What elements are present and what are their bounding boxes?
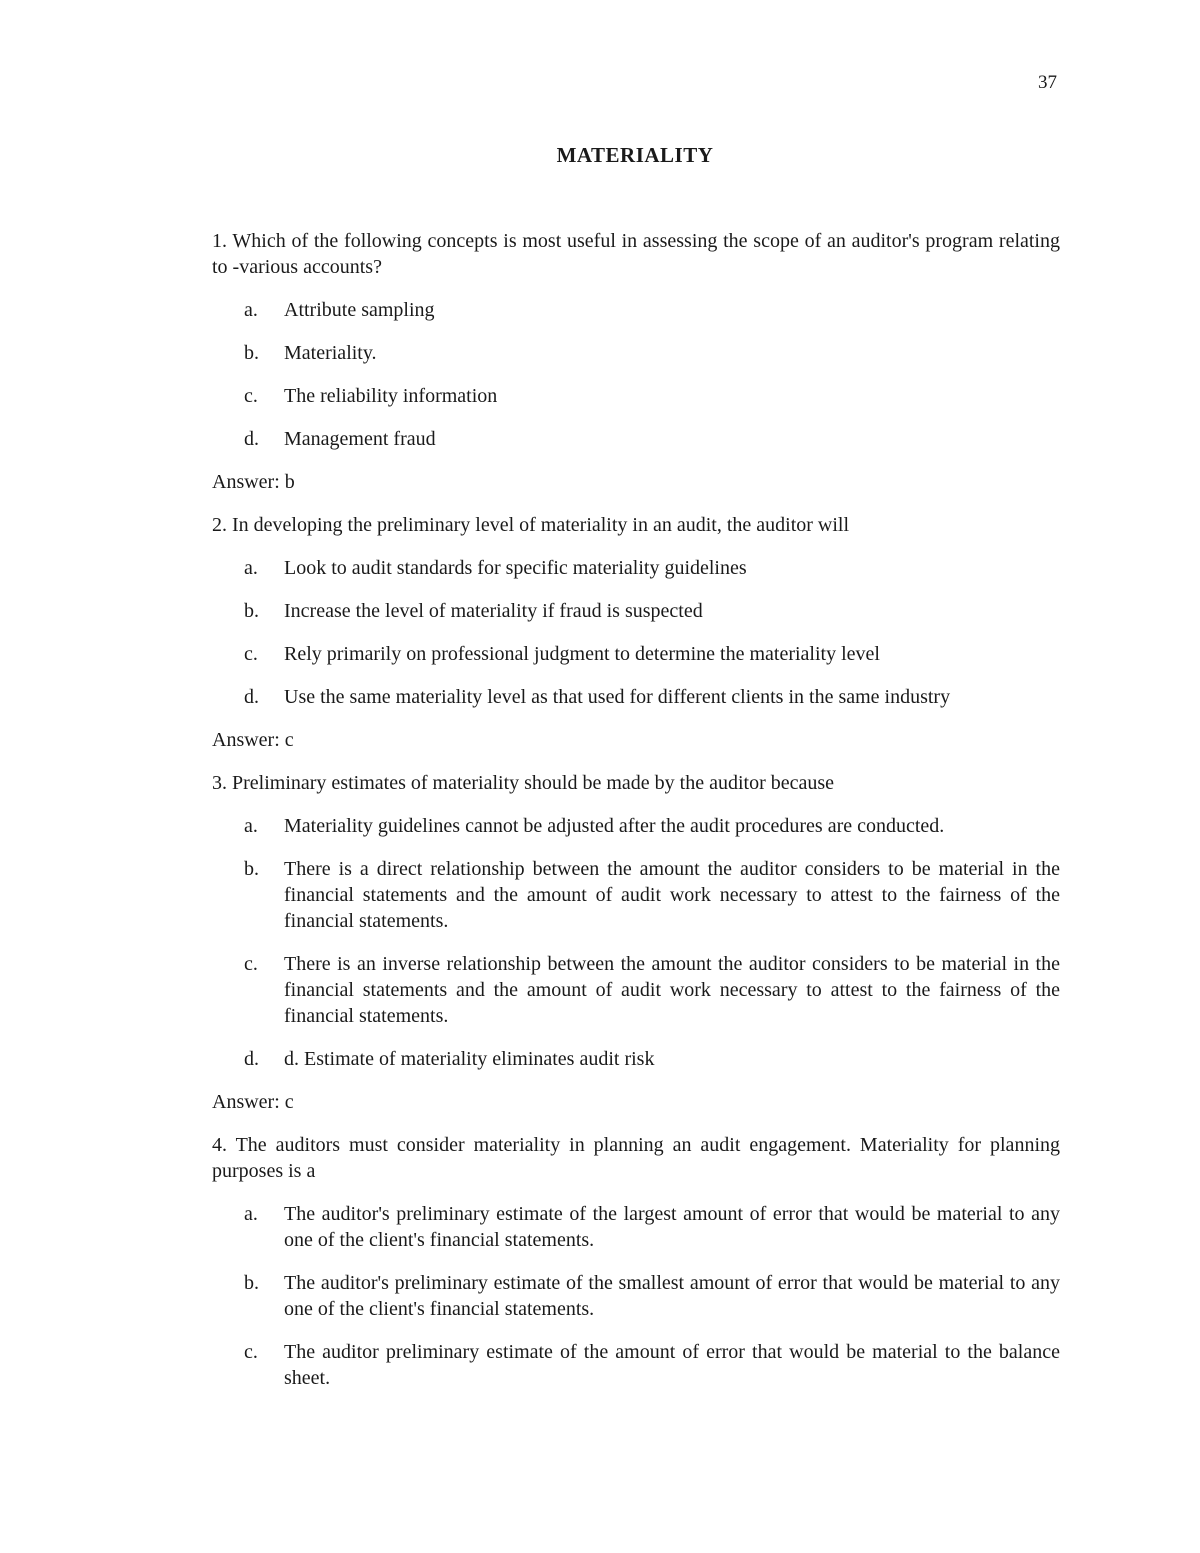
option-text: The reliability information: [284, 385, 498, 407]
option-letter: d.: [244, 428, 259, 450]
option-letter: c.: [244, 643, 258, 665]
option-c: [212, 1339, 1060, 1391]
option-text: Materiality.: [284, 342, 377, 364]
option-letter: c.: [244, 953, 258, 975]
option-a: [212, 297, 1060, 323]
option-list: [212, 1201, 1060, 1391]
option-b: [212, 1270, 1060, 1322]
option-d: [212, 426, 1060, 452]
option-b: [212, 598, 1060, 624]
question-1: [212, 228, 1060, 495]
page-number: 37: [1038, 72, 1057, 93]
option-b: [212, 340, 1060, 366]
answer: Answer: b: [212, 471, 295, 493]
option-letter: b.: [244, 600, 259, 622]
option-c: [212, 383, 1060, 409]
option-list: [212, 813, 1060, 1072]
option-text: Look to audit standards for specific materiality guidelines: [284, 557, 747, 579]
option-letter: c.: [244, 1341, 258, 1363]
answer: Answer: c: [212, 1091, 294, 1113]
option-b: [212, 856, 1060, 934]
option-letter: a.: [244, 1203, 258, 1225]
option-list: [212, 297, 1060, 452]
option-text: Management fraud: [284, 428, 436, 450]
page-title: MATERIALITY: [556, 143, 714, 167]
question-text: 2. In developing the preliminary level of materiality in an audit, the auditor will: [212, 514, 850, 536]
option-text: Increase the level of materiality if fraud is suspected: [284, 600, 703, 622]
option-letter: b.: [244, 1272, 259, 1294]
question-text: 1. Which of the following concepts is most useful in assessing the scope of an auditor's program relating to -various accounts?: [212, 230, 1060, 278]
option-text: Use the same materiality level as that used for different clients in the same industry: [284, 686, 951, 708]
option-d: [212, 684, 1060, 710]
option-letter: a.: [244, 557, 258, 579]
option-d: [212, 1046, 1060, 1072]
option-letter: a.: [244, 299, 258, 321]
option-text: The auditor's preliminary estimate of the smallest amount of error that would be material to any one of the client's financial statements.: [284, 1272, 1060, 1320]
option-letter: b.: [244, 342, 259, 364]
option-text: There is a direct relationship between the amount the auditor considers to be material in the financial statements and the amount of audit work necessary to attest to the fairness of the financial statements.: [284, 858, 1060, 932]
option-a: [212, 1201, 1060, 1253]
option-text: d. Estimate of materiality eliminates audit risk: [284, 1048, 655, 1070]
option-c: [212, 951, 1060, 1029]
question-text: 4. The auditors must consider materiality in planning an audit engagement. Materiality for planning purposes is a: [212, 1134, 1060, 1182]
option-text: There is an inverse relationship between the amount the auditor considers to be material in the financial statements and the amount of audit work necessary to attest to the fairness of the financial statements.: [284, 953, 1060, 1027]
option-text: Attribute sampling: [284, 299, 435, 321]
question-4: [212, 1132, 1060, 1391]
option-a: [212, 555, 1060, 581]
option-a: [212, 813, 1060, 839]
option-letter: c.: [244, 385, 258, 407]
option-letter: b.: [244, 858, 259, 880]
option-letter: d.: [244, 686, 259, 708]
option-text: The auditor preliminary estimate of the amount of error that would be material to the balance sheet.: [284, 1341, 1060, 1389]
option-list: [212, 555, 1060, 710]
option-letter: a.: [244, 815, 258, 837]
option-letter: d.: [244, 1048, 259, 1070]
question-list: [212, 228, 1060, 1408]
option-text: Rely primarily on professional judgment to determine the materiality level: [284, 643, 880, 665]
question-2: [212, 512, 1060, 753]
question-3: [212, 770, 1060, 1115]
option-text: The auditor's preliminary estimate of the largest amount of error that would be material to any one of the client's financial statements.: [284, 1203, 1060, 1251]
question-text: 3. Preliminary estimates of materiality should be made by the auditor because: [212, 772, 835, 794]
option-c: [212, 641, 1060, 667]
answer: Answer: c: [212, 729, 294, 751]
option-text: Materiality guidelines cannot be adjusted after the audit procedures are conducted.: [284, 815, 945, 837]
